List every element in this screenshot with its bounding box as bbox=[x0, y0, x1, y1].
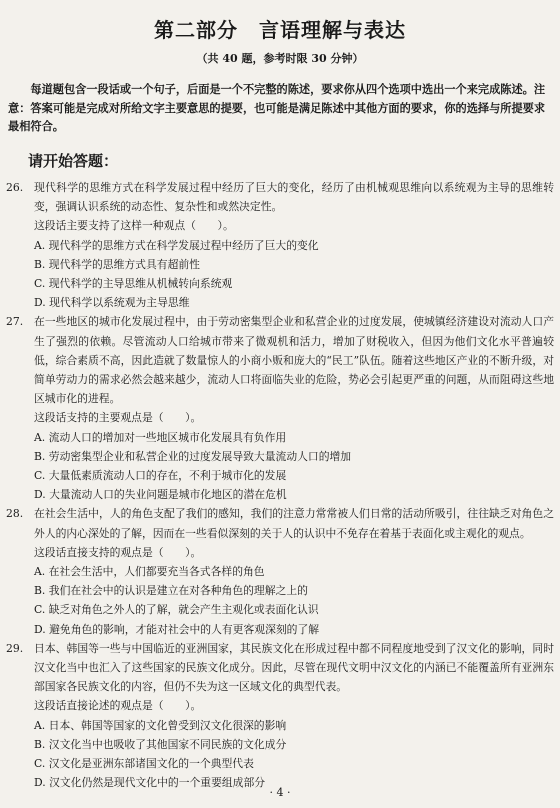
question-prompt: 这段话直接论述的观点是（ ）。 bbox=[34, 699, 202, 713]
instructions bbox=[8, 80, 554, 136]
question-number: 27. bbox=[6, 315, 24, 329]
question-prompt: 这段话直接支持的观点是（ ）。 bbox=[34, 545, 202, 559]
start-label: 请开始答题： bbox=[28, 152, 119, 170]
option-c[interactable]: C. 现代科学的主导思维从机械转向系统观 bbox=[34, 277, 233, 291]
option-d[interactable]: D. 汉文化仍然是现代文化中的一个重要组成部分 bbox=[34, 776, 266, 790]
option-d[interactable]: D. 大量流动人口的失业问题是城市化地区的潜在危机 bbox=[34, 488, 287, 502]
instructions-text: 每道题包含一段话或一个句子，后面是一个不完整的陈述，要求你从四个选项中选出一个来完成陈述。注意：答案可能是完成对所给文字主要意思的提要，也可能是满足陈述中其他方面的要求，你的选择与所提要求最相符合。 bbox=[8, 82, 546, 133]
option-b[interactable]: B. 现代科学的思维方式具有超前性 bbox=[34, 257, 200, 271]
page-number: · 4 · bbox=[269, 786, 291, 799]
question-number: 29. bbox=[6, 641, 24, 655]
option-a[interactable]: A. 流动人口的增加对一些地区城市化发展具有负作用 bbox=[34, 430, 287, 444]
option-a[interactable]: A. 日本、韩国等国家的文化曾受到汉文化很深的影响 bbox=[34, 718, 287, 732]
question-stem: 在一些地区的城市化发展过程中，由于劳动密集型企业和私营企业的过度发展，使城镇经济建设对流动人口产生了强烈的依赖。尽管流动人口给城市带来了微观机和活力，增加了财税收入，但因为他们文化水平普遍较低，综合素质不高，因此造就了数量惊人的小商小贩和庞大的“民工”队伍。随着这些地区产业的不断升级，对简单劳动力的需求必然会越来越少，流动人口将面临失业的危险，势必会引起更严重的问题，从而阻碍这些地区城市化的进程。 bbox=[34, 315, 554, 406]
option-b[interactable]: B. 汉文化当中也吸收了其他国家不同民族的文化成分 bbox=[34, 737, 287, 751]
section-subtitle: （共 40 题，参考时限 30 分钟） bbox=[196, 52, 364, 65]
option-d[interactable]: D. 避免角色的影响，才能对社会中的人有更客观深刻的了解 bbox=[34, 622, 320, 636]
option-d[interactable]: D. 现代科学以系统观为主导思维 bbox=[34, 296, 190, 310]
question-number: 28. bbox=[6, 507, 24, 521]
question-26 bbox=[6, 178, 554, 312]
section-title: 第二部分 言语理解与表达 bbox=[154, 18, 406, 42]
question-28 bbox=[6, 504, 554, 638]
option-c[interactable]: C. 缺乏对角色之外人的了解，就会产生主观化或表面化认识 bbox=[34, 603, 319, 617]
question-prompt: 这段话支持的主要观点是（ ）。 bbox=[34, 411, 202, 425]
option-a[interactable]: A. 在社会生活中，人们都要充当各式各样的角色 bbox=[34, 565, 265, 579]
question-stem: 在社会生活中，人的角色支配了我们的感知，我们的注意力常常被人们日常的活动所吸引，往往缺乏对角色之外人的内心深处的了解，因而在一些看似深刻的关于人的认识中不免存在着基于表面化或主观化的观点。 bbox=[34, 507, 554, 540]
option-b[interactable]: B. 我们在社会中的认识是建立在对各种角色的理解之上的 bbox=[34, 584, 308, 598]
option-a[interactable]: A. 现代科学的思维方式在科学发展过程中经历了巨大的变化 bbox=[34, 238, 319, 252]
question-stem: 现代科学的思维方式在科学发展过程中经历了巨大的变化，经历了由机械观思维向以系统观为主导的思维转变，强调认识系统的动态性、复杂性和或然决定性。 bbox=[34, 181, 554, 214]
question-29 bbox=[6, 639, 554, 793]
question-prompt: 这段话主要支持了这样一种观点（ ）。 bbox=[34, 219, 234, 233]
question-stem: 日本、韩国等一些与中国临近的亚洲国家，其民族文化在形成过程中都不同程度地受到了汉文化的影响，同时汉文化当中也汇入了这些国家的民族文化成分。因此，尽管在现代文明中汉文化的内涵已不能覆盖所有亚洲东部国家各民族文化的内容，但仍不失为这一区域文化的典型代表。 bbox=[34, 641, 554, 694]
question-27 bbox=[6, 312, 554, 504]
option-c[interactable]: C. 大量低素质流动人口的存在，不利于城市化的发展 bbox=[34, 469, 287, 483]
question-number: 26. bbox=[6, 181, 24, 194]
option-b[interactable]: B. 劳动密集型企业和私营企业的过度发展导致大量流动人口的增加 bbox=[34, 449, 352, 463]
option-c[interactable]: C. 汉文化是亚洲东部诸国文化的一个典型代表 bbox=[34, 757, 254, 771]
question-list bbox=[6, 178, 554, 793]
